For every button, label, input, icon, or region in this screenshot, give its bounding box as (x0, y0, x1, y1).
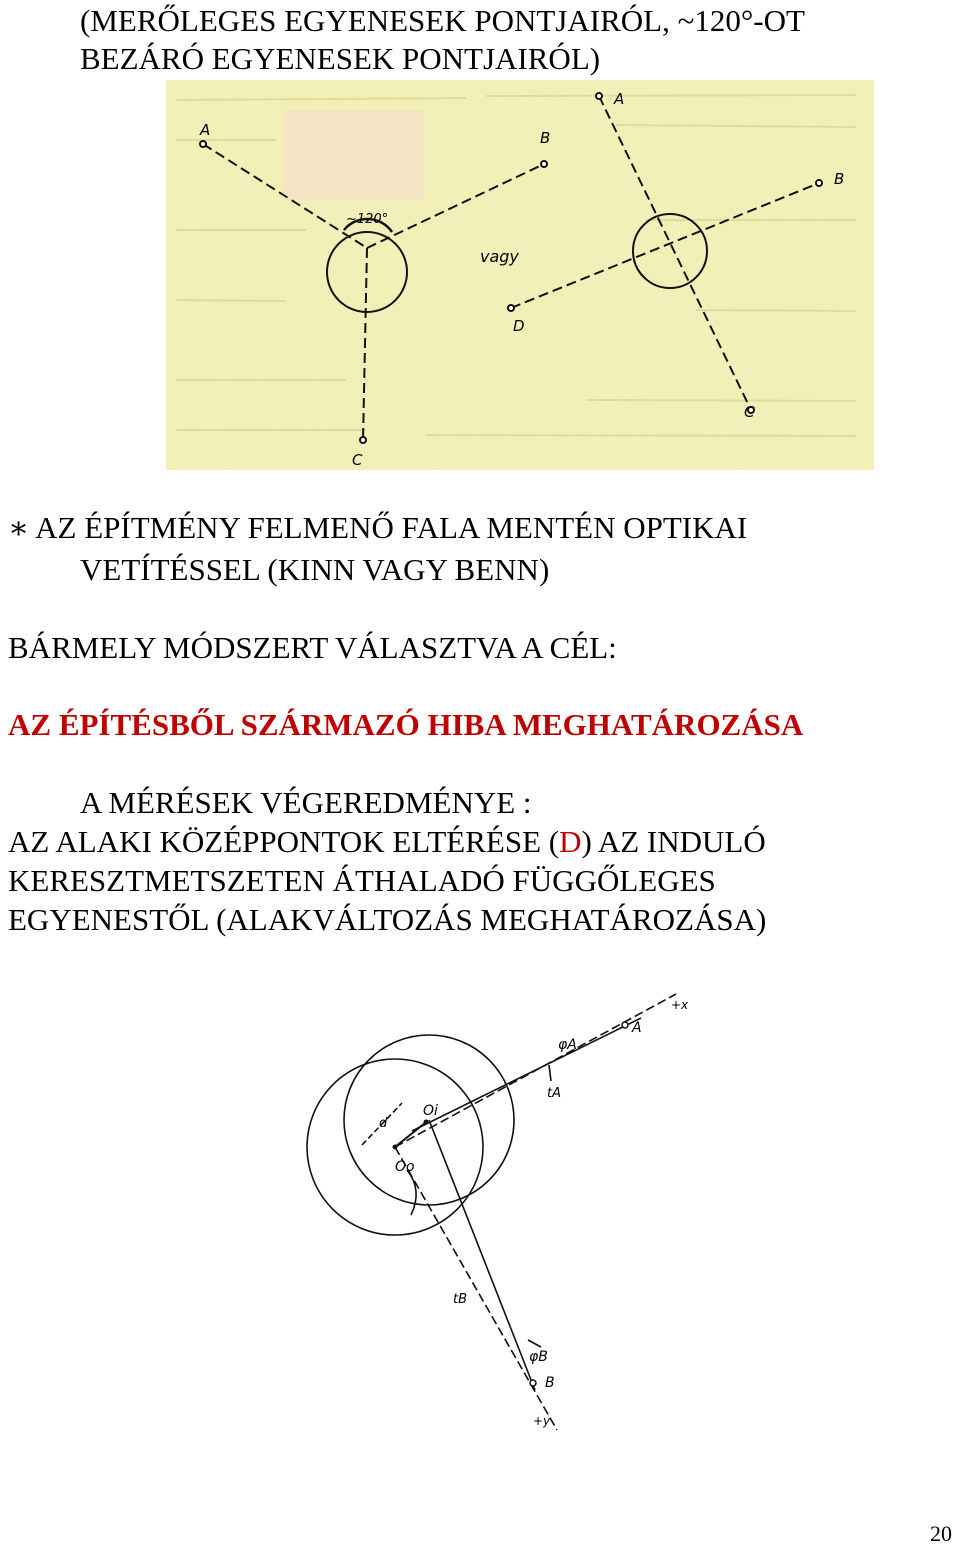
results-line-1-before: AZ ALAKI KÖZÉPPONTOK ELTÉRÉSE ( (8, 824, 560, 859)
right-label-b: B (834, 170, 845, 188)
bullet-line-2: VETÍTÉSSEL (KINN VAGY BENN) (80, 552, 550, 587)
results-line-3: EGYENESTŐL (ALAKVÁLTOZÁS MEGHATÁROZÁSA) (8, 902, 767, 937)
right-label-c: C (744, 403, 755, 421)
deviation-symbol: D (559, 824, 582, 859)
label-d: d (379, 1116, 388, 1131)
label-plus-x: +x (671, 998, 689, 1012)
label-phi-b: φB (529, 1349, 548, 1365)
results-heading: A MÉRÉSEK VÉGEREDMÉNYE : (80, 785, 532, 820)
label-phi-a: φA (558, 1037, 577, 1053)
bullet-symbol: ∗ (8, 510, 30, 545)
results-line-2: KERESZTMETSZETEN ÁTHALADÓ FÜGGŐLEGES (8, 863, 716, 898)
label-plus-y: +y (533, 1414, 551, 1428)
left-label-a: A (200, 121, 211, 139)
point-a-marker (622, 1022, 628, 1028)
figure-point-layout (166, 80, 874, 470)
label-t-a: tA (547, 1086, 561, 1101)
label-a: A (632, 1020, 642, 1036)
right-label-d: D (513, 317, 525, 335)
label-b: B (545, 1375, 555, 1391)
label-oi: Oi (423, 1103, 438, 1119)
header-line-1: (MERŐLEGES EGYENESEK PONTJAIRÓL, ~120°-OT (80, 3, 805, 38)
bullet-text-1: AZ ÉPÍTMÉNY FELMENŐ FALA MENTÉN OPTIKAI (35, 510, 748, 545)
center-oi (424, 1120, 429, 1125)
header-line-2: BEZÁRÓ EGYENESEK PONTJAIRÓL) (80, 41, 601, 76)
goal-intro: BÁRMELY MÓDSZERT VÁLASZTVA A CÉL: (8, 630, 617, 665)
left-label-c: C (352, 451, 363, 469)
right-label-a: A (614, 90, 625, 108)
center-oo (393, 1145, 398, 1150)
figure-deviation-diagram (295, 985, 715, 1435)
left-label-b: B (540, 129, 551, 147)
bullet-line-1 (8, 509, 747, 547)
page-number: 20 (930, 1521, 952, 1546)
goal-highlight: AZ ÉPÍTÉSBŐL SZÁRMAZÓ HIBA MEGHATÁROZÁSA (8, 707, 804, 742)
point-b-marker (530, 1380, 536, 1386)
results-line-1 (8, 823, 766, 861)
or-label: vagy (480, 247, 519, 266)
angle-label: ~120° (346, 212, 389, 227)
label-oo: Oo (395, 1159, 415, 1175)
label-t-b: tB (453, 1292, 468, 1307)
results-line-1-after: ) AZ INDULÓ (581, 824, 766, 859)
